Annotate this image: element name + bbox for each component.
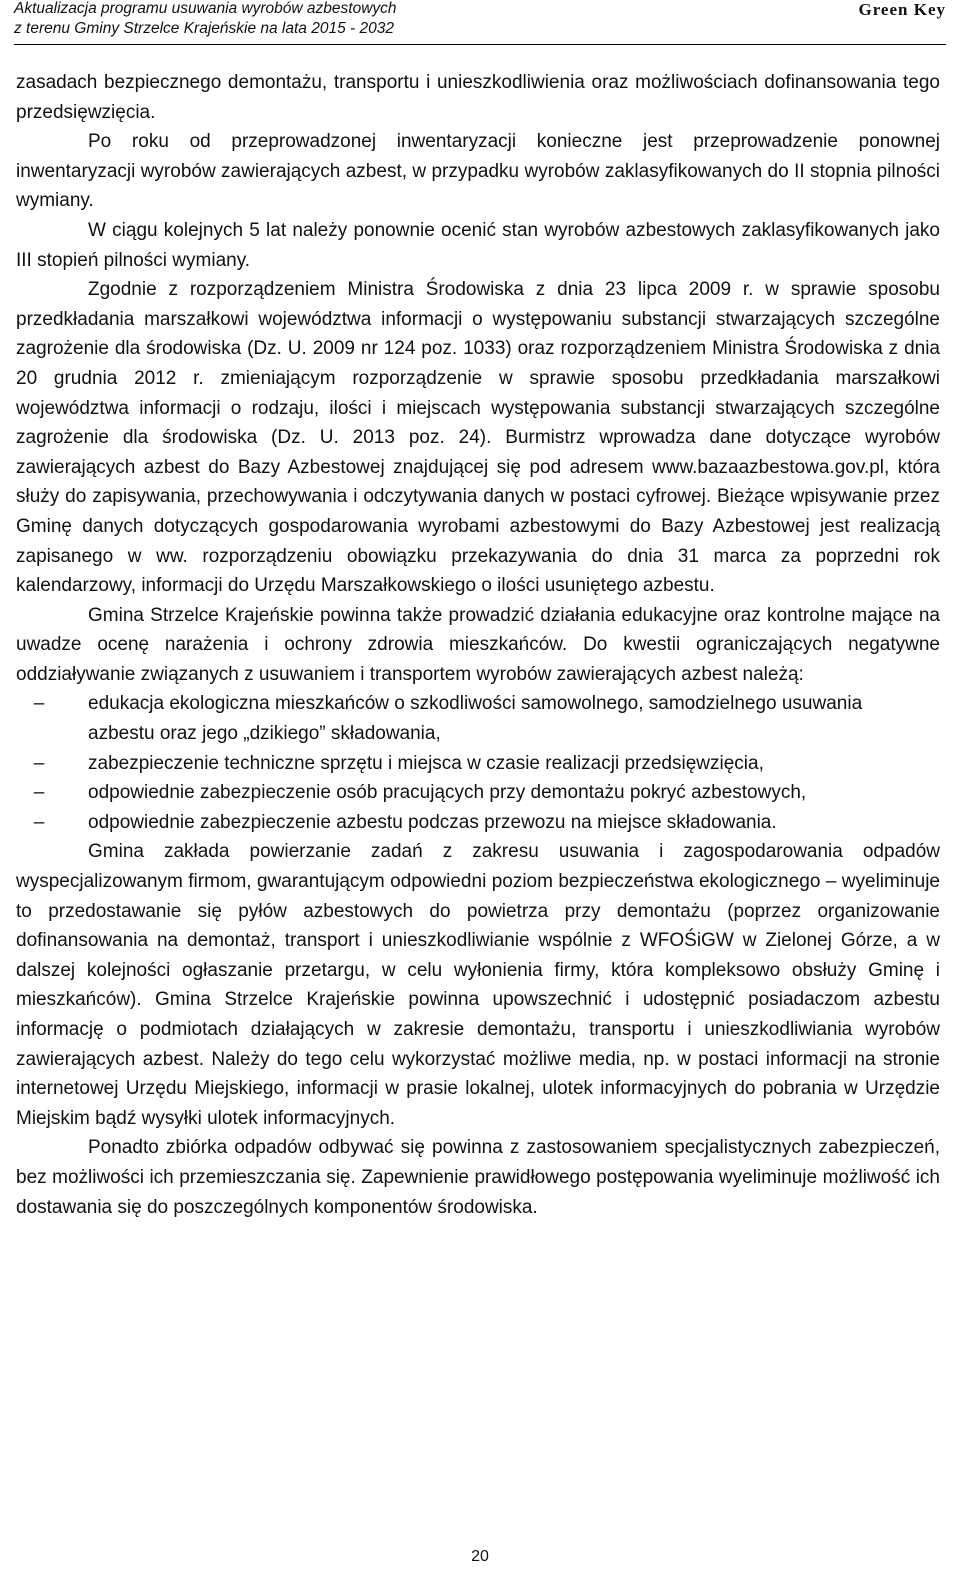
dash-bullet-icon: – xyxy=(33,693,45,715)
list-item xyxy=(16,778,940,808)
header-title-line-1: Aktualizacja programu usuwania wyrobów azbestowych xyxy=(14,0,397,17)
list-item-text: zabezpieczenie techniczne sprzętu i miejsca w czasie realizacji przedsięwzięcia, xyxy=(88,752,764,774)
list-item-text: edukacja ekologiczna mieszkańców o szkodliwości samowolnego, samodzielnego usuwania azbestu oraz jego „dzikiego” składowania, xyxy=(88,693,863,745)
measures-list xyxy=(16,689,940,837)
paragraph-five-years: W ciągu kolejnych 5 lat należy ponownie ocenić stan wyrobów azbestowych zaklasyfikowanych jako III stopień pilności wymiany. xyxy=(16,219,940,271)
dash-bullet-icon: – xyxy=(33,811,45,833)
list-item xyxy=(16,749,940,779)
paragraph-reinventory: Po roku od przeprowadzonej inwentaryzacji konieczne jest przeprowadzenie ponownej inwentaryzacji wyrobów zawierających azbest, w przypadku wyrobów zaklasyfikowanych do II stopnia pilności wymiany. xyxy=(16,131,940,212)
list-item-text: odpowiednie zabezpieczenie azbestu podczas przewozu na miejsce składowania. xyxy=(88,811,777,833)
page-number: 20 xyxy=(471,1548,489,1565)
list-item-text: odpowiednie zabezpieczenie osób pracujących przy demontażu pokryć azbestowych, xyxy=(88,782,807,804)
paragraph-education: Gmina Strzelce Krajeńskie powinna także prowadzić działania edukacyjne oraz kontrolne mające na uwadze ocenę narażenia i ochrony zdrowia mieszkańców. Do kwestii ograniczających negatywne oddziaływanie związanych z usuwaniem i transportem wyrobów zawierających azbest należą: xyxy=(16,604,940,685)
document-body xyxy=(16,68,940,1222)
dash-bullet-icon: – xyxy=(33,782,45,804)
page-header xyxy=(14,0,946,45)
paragraph-outsourcing: Gmina zakłada powierzanie zadań z zakresu usuwania i zagospodarowania odpadów wyspecjalizowanym firmom, gwarantującym odpowiedni poziom bezpieczeństwa ekologicznego – wyeliminuje to przedostawanie się pyłów azbestowych do powietrza przy demontażu (poprzez organizowanie dofinansowania na demontaż, transport i unieszkodliwianie wspólnie z WFOŚiGW w Zielonej Górze, a w dalszej kolejności ogłaszanie przetargu, w celu wyłonienia firmy, która kompleksowo obsłuży Gminę i mieszkańców). Gmina Strzelce Krajeńskie powinna upowszechnić i udostępnić posiadaczom azbestu informację o podmiotach działających w zakresie demontażu, transportu i unieszkodliwiania wyrobów zawierających azbest. Należy do tego celu wykorzystać możliwe media, np. w postaci informacji na stronie internetowej Urzędu Miejskiego, informacji w prasie lokalnej, ulotek informacyjnych do pobrania w Urzędzie Miejskim bądź wysyłki ulotek informacyjnych. xyxy=(16,841,940,1129)
list-item xyxy=(16,689,940,748)
paragraph-collection: Ponadto zbiórka odpadów odbywać się powinna z zastosowaniem specjalistycznych zabezpieczeń, bez możliwości ich przemieszczania się. Zapewnienie prawidłowego postępowania wyeliminuje możliwość ich dostawania się do poszczególnych komponentów środowiska. xyxy=(16,1137,940,1218)
dash-bullet-icon: – xyxy=(33,752,45,774)
list-item xyxy=(16,808,940,838)
header-title-line-2: z terenu Gminy Strzelce Krajeńskie na lata 2015 - 2032 xyxy=(14,20,394,37)
paragraph-continuation: zasadach bezpiecznego demontażu, transportu i unieszkodliwienia oraz możliwościach dofinansowania tego przedsięwzięcia. xyxy=(16,72,940,123)
paragraph-regulation: Zgodnie z rozporządzeniem Ministra Środowiska z dnia 23 lipca 2009 r. w sprawie sposobu przedkładania marszałkowi województwa informacji o występowaniu substancji stwarzających szczególne zagrożenie dla środowiska (Dz. U. 2009 nr 124 poz. 1033) oraz rozporządzeniem Ministra Środowiska z dnia 20 grudnia 2012 r. zmieniającym rozporządzenie w sprawie sposobu przedkładania marszałkowi województwa informacji o rodzaju, ilości i miejscach występowania substancji stwarzających szczególne zagrożenie dla środowiska (Dz. U. 2013 poz. 24). Burmistrz wprowadza dane dotyczące wyrobów zawierających azbest do Bazy Azbestowej znajdującej się pod adresem www.bazaazbestowa.gov.pl, która służy do zapisywania, przechowywania i odczytywania danych w postaci cyfrowej. Bieżące wpisywanie przez Gminę danych dotyczących gospodarowania wyrobami azbestowymi do Bazy Azbestowej jest realizacją zapisanego w ww. rozporządzeniu obowiązku przekazywania do dnia 31 marca za poprzedni rok kalendarzowy, informacji do Urzędu Marszałkowskiego o ilości usuniętego azbestu. xyxy=(16,279,940,597)
header-brand: Green Key xyxy=(858,0,946,19)
